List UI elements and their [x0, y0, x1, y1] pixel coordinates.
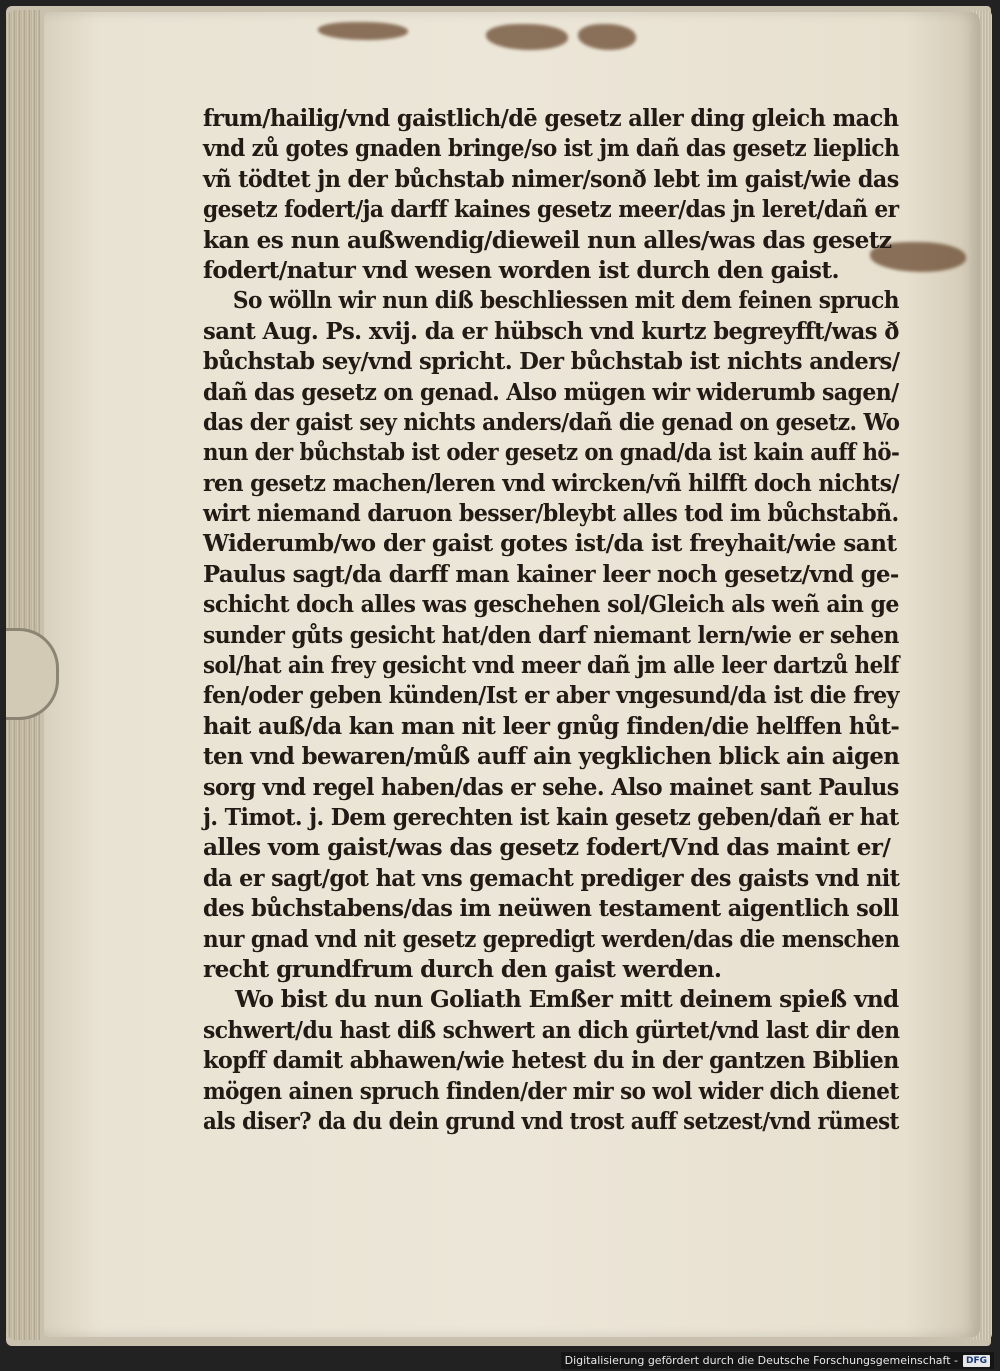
- text-line: das der gaist sey nichts anders/dañ die genad on gesetz. Wo: [203, 408, 900, 436]
- text-line: frum/hailig/vnd gaistlich/dē gesetz aller ding gleich mach: [203, 105, 899, 132]
- text-line: nun der bůchstab ist oder gesetz on gnad/da ist kain auff hö-: [203, 439, 900, 467]
- text-line: ten vnd bewaren/můß auff ain yegklichen blick ain aigen: [203, 743, 900, 771]
- text-line: sol/hat ain frey gesicht vnd meer dañ jm alle leer dartzů helf: [203, 652, 899, 680]
- text-line: kopff damit abhawen/wie hetest du in der gantzen Biblien: [203, 1047, 899, 1075]
- text-line: da er sagt/got hat vns gemacht prediger des gaists vnd nit: [203, 864, 900, 892]
- text-line: vnd zů gotes gnaden bringe/so ist jm dañ das gesetz lieplich: [203, 135, 900, 163]
- text-line: fen/oder geben künden/Ist er aber vngesund/da ist die frey: [203, 682, 899, 710]
- text-line: sorg vnd regel haben/das er sehe. Also mainet sant Paulus: [203, 773, 899, 801]
- text-line: des bůchstabens/das im neüwen testament aigentlich soll: [203, 895, 899, 923]
- text-line: sunder gůts gesicht hat/den darf niemant lern/wie er sehen: [203, 621, 899, 649]
- digitization-credit: [561, 1352, 994, 1369]
- dfg-logo: DFG: [963, 1355, 990, 1367]
- credit-text: Digitalisierung gefördert durch die Deutsche Forschungsgemeinschaft -: [564, 1354, 958, 1367]
- text-line: j. Timot. j. Dem gerechten ist kain gesetz geben/dañ er hat: [203, 803, 899, 831]
- text-line: gesetz fodert/ja darff kaines gesetz meer/das jn leret/dañ er: [203, 196, 899, 224]
- text-line: alles vom gaist/was das gesetz fodert/Vnd das maint er/: [203, 834, 891, 862]
- text-line: schwert/du hast diß schwert an dich gürtet/vnd last dir den: [203, 1016, 900, 1044]
- text-line: sant Aug. Ps. xvij. da er hübsch vnd kurtz begreyfft/was ð: [203, 317, 899, 345]
- text-line: schicht doch alles was geschehen sol/Gleich als weñ ain ge: [203, 591, 899, 619]
- text-line: So wölln wir nun diß beschliessen mit dem feinen spruch: [232, 287, 899, 315]
- text-line: wirt niemand daruon besser/bleybt alles tod im bůchstabñ.: [203, 500, 899, 528]
- text-line: vñ tödtet jn der bůchstab nimer/sonð lebt im gaist/wie das: [203, 165, 899, 193]
- text-line: recht grundfrum durch den gaist werden.: [203, 955, 722, 983]
- text-line: als diser? da du dein grund vnd trost auff setzest/vnd rümest: [203, 1107, 899, 1135]
- text-line: nur gnad vnd nit gesetz gepredigt werden/das die menschen: [203, 925, 900, 953]
- page-text: [203, 104, 899, 1137]
- text-line: Paulus sagt/da darff man kainer leer noch gesetz/vnd ge-: [203, 560, 899, 588]
- text-line: dañ das gesetz on genad. Also mügen wir widerumb sagen/: [203, 378, 899, 406]
- text-line: mögen ainen spruch finden/der mir so wol wider dich dienet: [203, 1077, 899, 1105]
- text-line: bůchstab sey/vnd spricht. Der bůchstab ist nichts anders/: [203, 348, 900, 376]
- text-line: ren gesetz machen/leren vnd wircken/vñ hilfft doch nichts/: [203, 469, 899, 497]
- text-line: fodert/natur vnd wesen worden ist durch den gaist.: [203, 256, 839, 284]
- text-line: Widerumb/wo der gaist gotes ist/da ist freyhait/wie sant: [203, 530, 897, 558]
- text-line: Wo bist du nun Goliath Emßer mitt deinem spieß vnd: [234, 986, 899, 1014]
- text-line: kan es nun außwendig/dieweil nun alles/was das gesetz: [203, 226, 892, 254]
- text-line: hait auß/da kan man nit leer gnůg finden/die helffen hůt-: [203, 712, 900, 740]
